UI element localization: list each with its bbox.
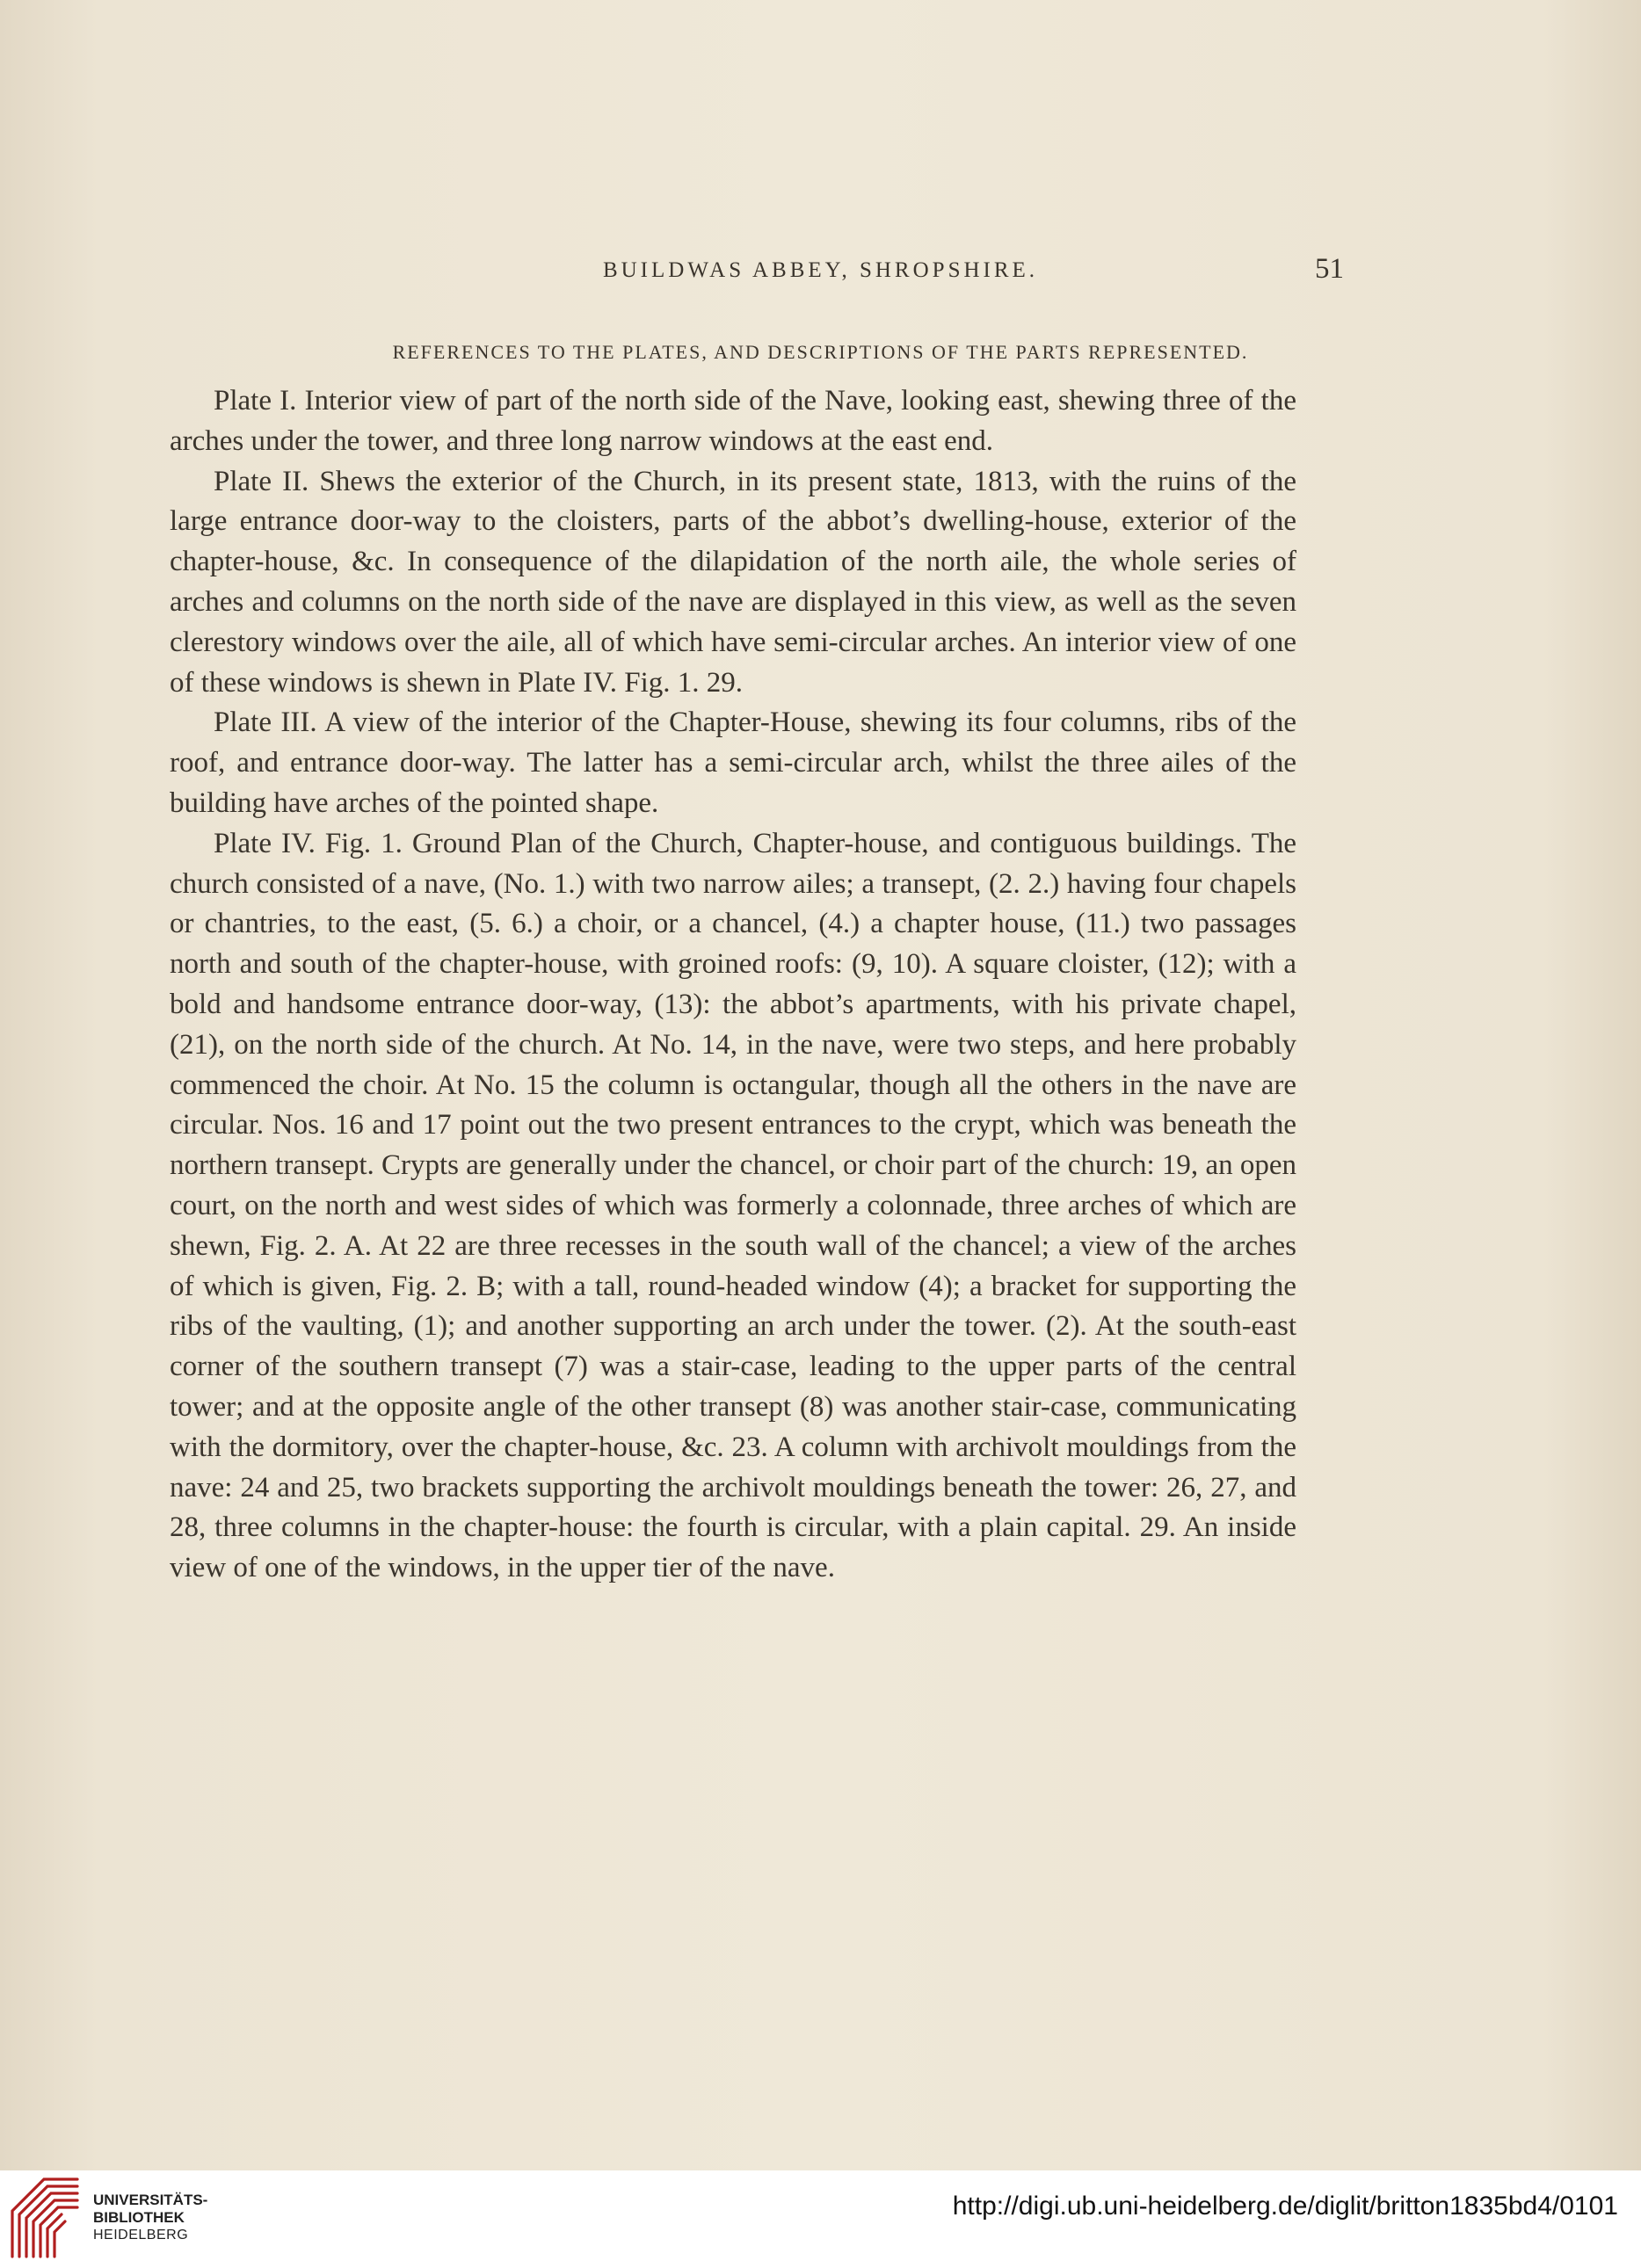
paragraph-plate-2: Plate II. Shews the exterior of the Church, in its present state, 1813, with the ruins of the large entrance door-way to the cloisters, parts of the abbot’s dwelling-house, exterior of the chapter-house, &c. In consequence of the dilapidation of the north aile, the whole series of arches and columns on the north side of the nave are displayed in this view, as well as the seven clerestory windows over the aile, all of which have semi-circular arches. An interior view of one of these windows is shewn in Plate IV. Fig. 1. 29.	[170, 465, 1296, 699]
paragraph-plate-3: Plate III. A view of the interior of the Chapter-House, shewing its four columns, ribs of the roof, and entrance door-way. The latter has a semi-circular arch, whilst the three ailes of the building have arches of the pointed shape.	[170, 706, 1296, 819]
library-name-line2: BIBLIOTHEK	[93, 2209, 185, 2226]
paragraph-plate-4: Plate IV. Fig. 1. Ground Plan of the Church, Chapter-house, and contiguous buildings. The church consisted of a nave, (No. 1.) with two narrow ailes; a transept, (2. 2.) having four chapels or chantries, to the east, (5. 6.) a choir, or a chancel, (4.) a chapter house, (11.) two passages north and south of the chapter-house, with groined roofs: (9, 10). A square cloister, (12); with a bold and handsome entrance door-way, (13): the abbot’s apartments, with his private chapel, (21), on the north side of the church. At No. 14, in the nave, were two steps, and here probably commenced the choir. At No. 15 the column is octangular, though all the others in the nave are circular. Nos. 16 and 17 point out the two present entrances to the crypt, which was beneath the northern transept. Crypts are generally under the chancel, or choir part of the church: 19, an open court, on the north and west sides of which was formerly a colonnade, three arches of which are shewn, Fig. 2. A. At 22 are three recesses in the south wall of the chancel; a view of the arches of which is given, Fig. 2. B; with a tall, round-headed window (4); a bracket for supporting the ribs of the vaulting, (1); and another supporting an arch under the tower. (2). At the south-east corner of the southern transept (7) was a stair-case, leading to the upper parts of the central tower; and at the opposite angle of the other transept (8) was another stair-case, communicating with the dormitory, over the chapter-house, &c. 23. A column with archivolt mouldings from the nave: 24 and 25, two brackets supporting the archivolt mouldings beneath the tower: 26, 27, and 28, three columns in the chapter-house: the fourth is circular, with a plain capital. 29. An inside view of one of the windows, in the upper tier of the nave.	[170, 827, 1296, 1584]
page-number: 51	[1315, 253, 1344, 285]
library-name-line1: UNIVERSITÄTS-	[93, 2192, 208, 2208]
library-name	[93, 2192, 207, 2244]
running-head	[0, 253, 1641, 288]
university-library-logo-icon	[9, 2176, 81, 2262]
permalink-url[interactable]: http://digi.ub.uni-heidelberg.de/diglit/britton1835bd4/0101	[952, 2192, 1618, 2221]
section-heading: REFERENCES TO THE PLATES, AND DESCRIPTIONS OF THE PARTS REPRESENTED.	[392, 341, 1249, 363]
library-name-line3: HEIDELBERG	[93, 2228, 189, 2243]
running-title: BUILDWAS ABBEY, SHROPSHIRE.	[602, 258, 1039, 282]
body-text	[170, 381, 1296, 1589]
footer-bar	[0, 2170, 1641, 2268]
paragraph-plate-1: Plate I. Interior view of part of the north side of the Nave, looking east, shewing three of the arches under the tower, and three long narrow windows at the east end.	[170, 385, 1296, 457]
